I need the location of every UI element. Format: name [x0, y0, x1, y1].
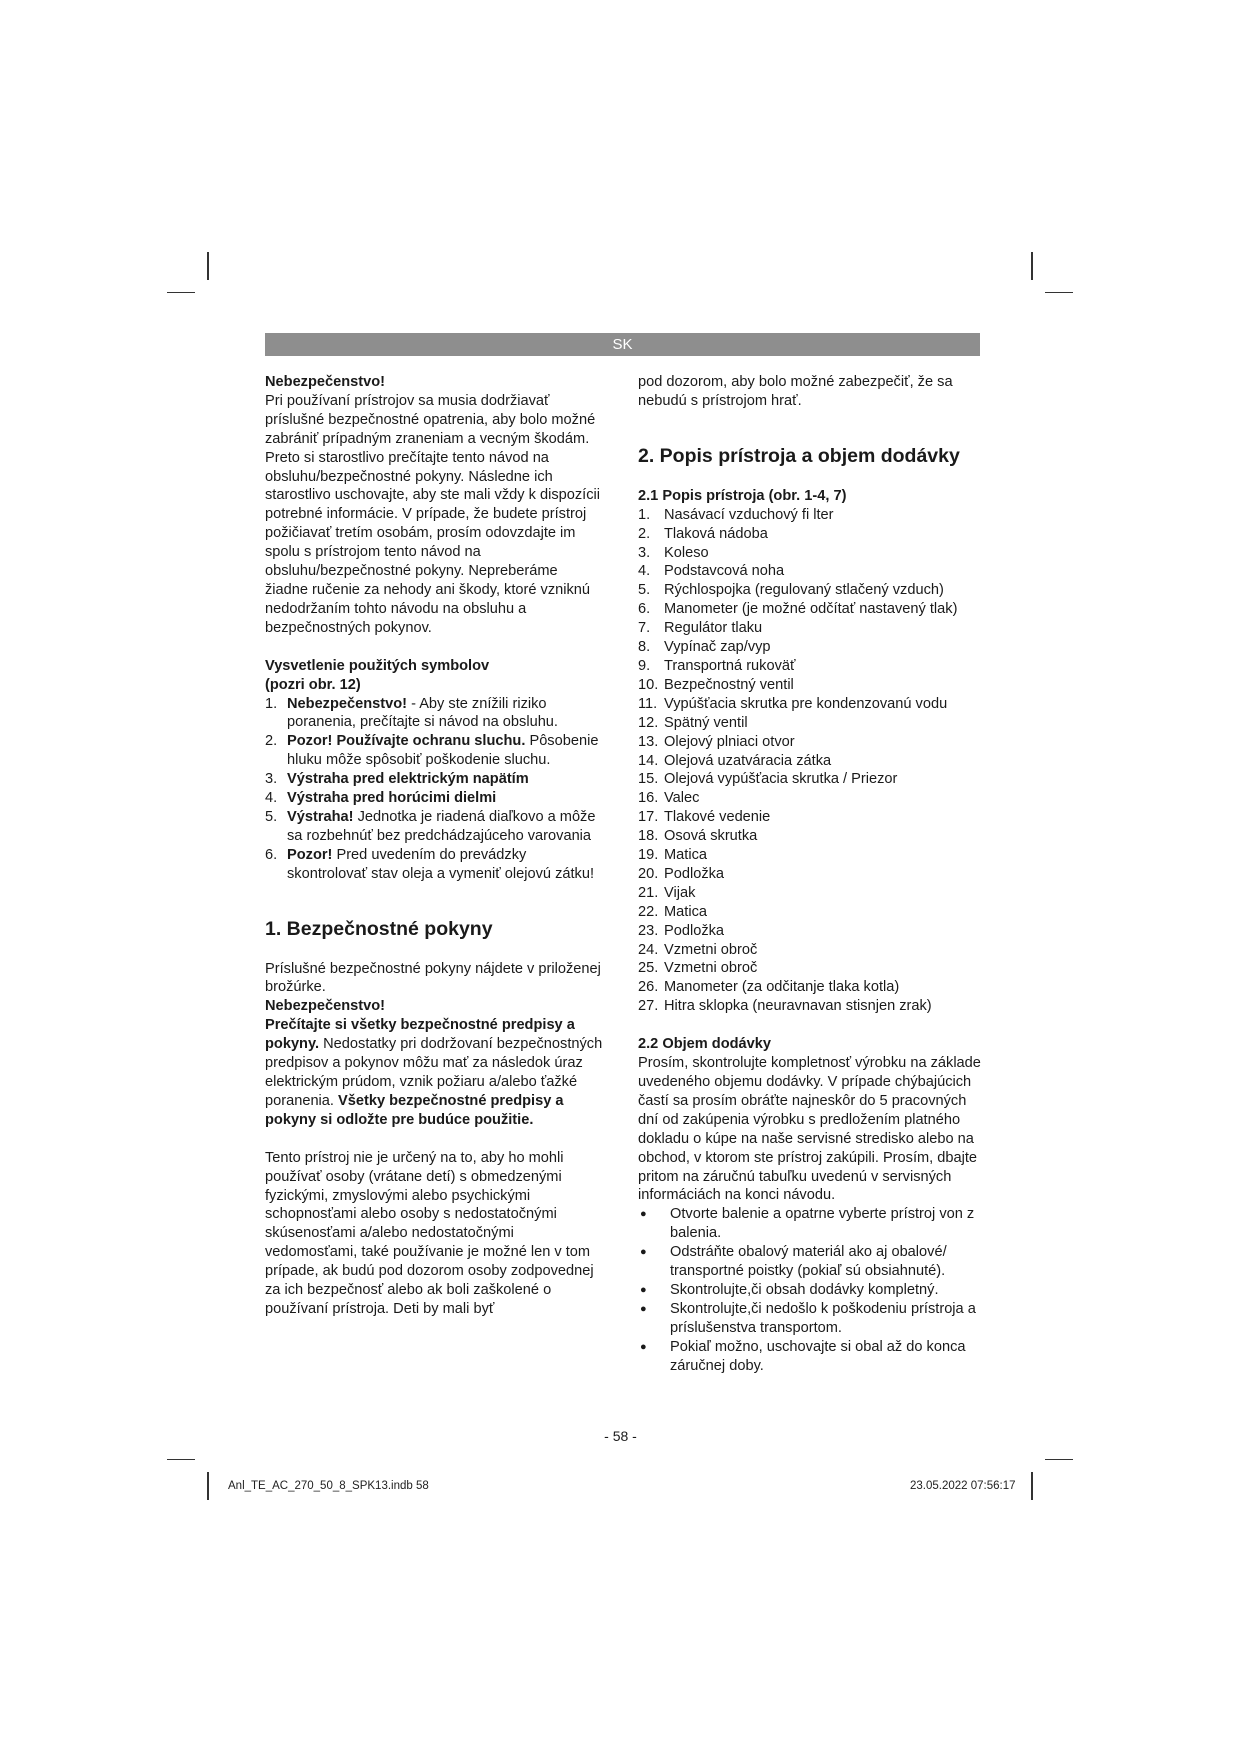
list-item: 17. Tlakové vedenie [638, 809, 771, 826]
section-2-2-text: Prosím, skontrolujte kompletnosť výrobku na základe uvedeného objemu dodávky. V prípade chýbajúcich častí sa prosím obráťte najneskôr do 5 pracovných dní od zakúpenia výrobku s predložením platného dokladu o kúpe na naše servisné stredisko alebo na obchod, v ktorom ste prístroj zakúpili. Prosím, dbajte pritom na záručnú tabuľku uvedenú v servisných informáciách na konci návodu. [638, 1055, 981, 1204]
crop-mark [1045, 292, 1073, 293]
list-item: 21. Vijak [638, 884, 696, 901]
crop-mark [167, 292, 195, 293]
symbols-list [265, 695, 603, 884]
list-item: 11. Vypúšťacia skrutka pre kondenzovanú vodu [638, 695, 948, 712]
list-item: 7. Regulátor tlaku [638, 620, 763, 637]
list-item: 26. Manometer (za odčitanje tlaka kotla) [638, 979, 900, 996]
list-item: 22. Matica [638, 903, 707, 920]
danger-text: Pri používaní prístrojov sa musia dodržiavať príslušné bezpečnostné opatrenia, aby bolo možné zabrániť prípadným zraneniam a vecným škodám. Preto si starostlivo prečítajte tento návod na obsluhu/bezpečnostné pokyny. Následne ich starostlivo uschovajte, aby ste mali vždy k dispozícii potrebné informácie. V prípade, že budete prístroj požičiavať tretím osobám, prosím odovzdajte im spolu s prístrojom tento návod na obsluhu/bezpečnostné pokyny. Nepreberáme žiadne ručenie za nehody ani škody, ktoré vzniknú nedodržaním tohto návodu na obsluhu a bezpečnostných pokynov. [265, 392, 600, 636]
section-1-title: 1. Bezpečnostné pokyny [265, 917, 493, 940]
footer-file: Anl_TE_AC_270_50_8_SPK13.indb 58 [228, 1480, 429, 1492]
section-1-intro: Príslušné bezpečnostné pokyny nájdete v priloženej brožúrke. [265, 960, 601, 996]
section-1-paragraph: Tento prístroj nie je určený na to, aby ho mohli používať osoby (vrátane detí) s obmedzenými fyzickými, zmyslovými alebo psychickými schopnosťami alebo osoby s nedostatočnými skúsenosťami a/alebo nedostatočnými vedomosťami, také používanie je možné len v tom prípade, ak budú pod dozorom osoby zodpovednej za ich bezpečnosť alebo ak boli zaškolené o používaní prístroja. Deti by mali byť [265, 1149, 594, 1317]
language-header: SK [265, 333, 980, 356]
page-number: - 58 - [604, 1428, 637, 1444]
symbols-heading: Vysvetlenie použitých symbolov [265, 657, 490, 674]
list-item: 23. Podložka [638, 922, 725, 939]
list-item: 14. Olejová uzatváracia zátka [638, 752, 832, 769]
list-item: 12. Spätný ventil [638, 714, 748, 731]
list-item: 1. Nebezpečenstvo! - Aby ste znížili riziko poranenia, prečítajte si návod na obsluhu. [265, 695, 558, 731]
left-column [265, 373, 603, 1319]
bullet-icon: ● [640, 1283, 647, 1296]
list-item: 24. Vzmetni obroč [638, 941, 758, 958]
symbols-heading-ref: (pozri obr. 12) [265, 676, 361, 693]
list-item: 2. Tlaková nádoba [638, 525, 768, 542]
bullet-icon: ● [640, 1246, 647, 1259]
list-item: 19. Matica [638, 847, 707, 864]
footer-timestamp: 23.05.2022 07:56:17 [910, 1480, 1016, 1492]
list-item: 4. Podstavcová noha [638, 563, 785, 580]
list-item: 5. Výstraha! Jednotka je riadená diaľkovo a môže sa rozbehnúť bez predchádzajúceho varovania [265, 808, 596, 844]
crop-mark [1031, 252, 1033, 280]
bullet-icon: ● [640, 1302, 647, 1315]
list-item: 10. Bezpečnostný ventil [638, 676, 794, 693]
list-item: ● Pokiaľ možno, uschovajte si obal až do konca záručnej doby. [640, 1338, 966, 1374]
list-item: 18. Osová skrutka [638, 828, 758, 845]
section-2-2-title: 2.2 Objem dodávky [638, 1036, 772, 1053]
list-item: 27. Hitra sklopka (neuravnavan stisnjen zrak) [638, 998, 932, 1015]
list-item: 3. Koleso [638, 544, 709, 561]
section-1-danger: Nebezpečenstvo! [265, 998, 386, 1015]
list-item: 6. Pozor! Pred uvedením do prevádzky skontrolovať stav oleja a vymeniť olejovú zátku! [265, 846, 595, 882]
list-item: 8. Vypínač zap/vyp [638, 639, 771, 656]
section-1-warning: Prečítajte si všetky bezpečnostné predpisy a pokyny. Nedostatky pri dodržovaní bezpečnostných predpisov a pokynov môžu mať za následok úraz elektrickým prúdom, vznik požiaru a/alebo ťažké poranenia. Všetky bezpečnostné predpisy a pokyny si odložte pre budúce použitie. [265, 1017, 603, 1128]
list-item: 25. Vzmetni obroč [638, 960, 758, 977]
list-item: 15. Olejová vypúšťacia skrutka / Priezor [638, 771, 898, 788]
list-item: 16. Valec [638, 790, 700, 807]
crop-mark [1045, 1459, 1073, 1460]
section-2-title: 2. Popis prístroja a objem dodávky [638, 444, 960, 467]
list-item: 20. Podložka [638, 865, 725, 882]
bullet-icon: ● [640, 1340, 647, 1353]
list-item: 2. Pozor! Používajte ochranu sluchu. Pôsobenie hluku môže spôsobiť poškodenie sluchu. [265, 733, 599, 769]
list-item: 1. Nasávací vzduchový fi lter [638, 506, 834, 523]
list-item: 5. Rýchlospojka (regulovaný stlačený vzduch) [638, 582, 944, 599]
delivery-checklist [638, 1205, 983, 1375]
list-item: 6. Manometer (je možné odčítať nastavený tlak) [638, 601, 958, 618]
right-column [638, 373, 983, 1376]
section-2-1-title: 2.1 Popis prístroja (obr. 1-4, 7) [638, 487, 847, 504]
crop-mark [167, 1459, 195, 1460]
crop-mark [207, 252, 209, 280]
continuation-text: pod dozorom, aby bolo možné zabezpečiť, že sa nebudú s prístrojom hrať. [638, 374, 953, 409]
list-item: 4. Výstraha pred horúcimi dielmi [265, 790, 497, 807]
list-item: 3. Výstraha pred elektrickým napätím [265, 771, 529, 788]
crop-mark [207, 1472, 209, 1500]
list-item: 13. Olejový plniaci otvor [638, 733, 795, 750]
list-item: ● Skontrolujte,či nedošlo k poškodeniu prístroja a príslušenstva transportom. [640, 1300, 976, 1336]
list-item: ● Odstráňte obalový materiál ako aj obalové/ transportné poistky (pokiaľ sú obsiahnuté). [640, 1244, 947, 1280]
bullet-icon: ● [640, 1208, 647, 1221]
list-item: 9. Transportná rukoväť [638, 657, 796, 674]
list-item: ● Otvorte balenie a opatrne vyberte prístroj von z balenia. [640, 1206, 975, 1242]
danger-heading: Nebezpečenstvo! [265, 374, 386, 390]
parts-list [638, 506, 983, 1016]
list-item: ● Skontrolujte,či obsah dodávky kompletný. [640, 1281, 939, 1298]
crop-mark [1031, 1472, 1033, 1500]
